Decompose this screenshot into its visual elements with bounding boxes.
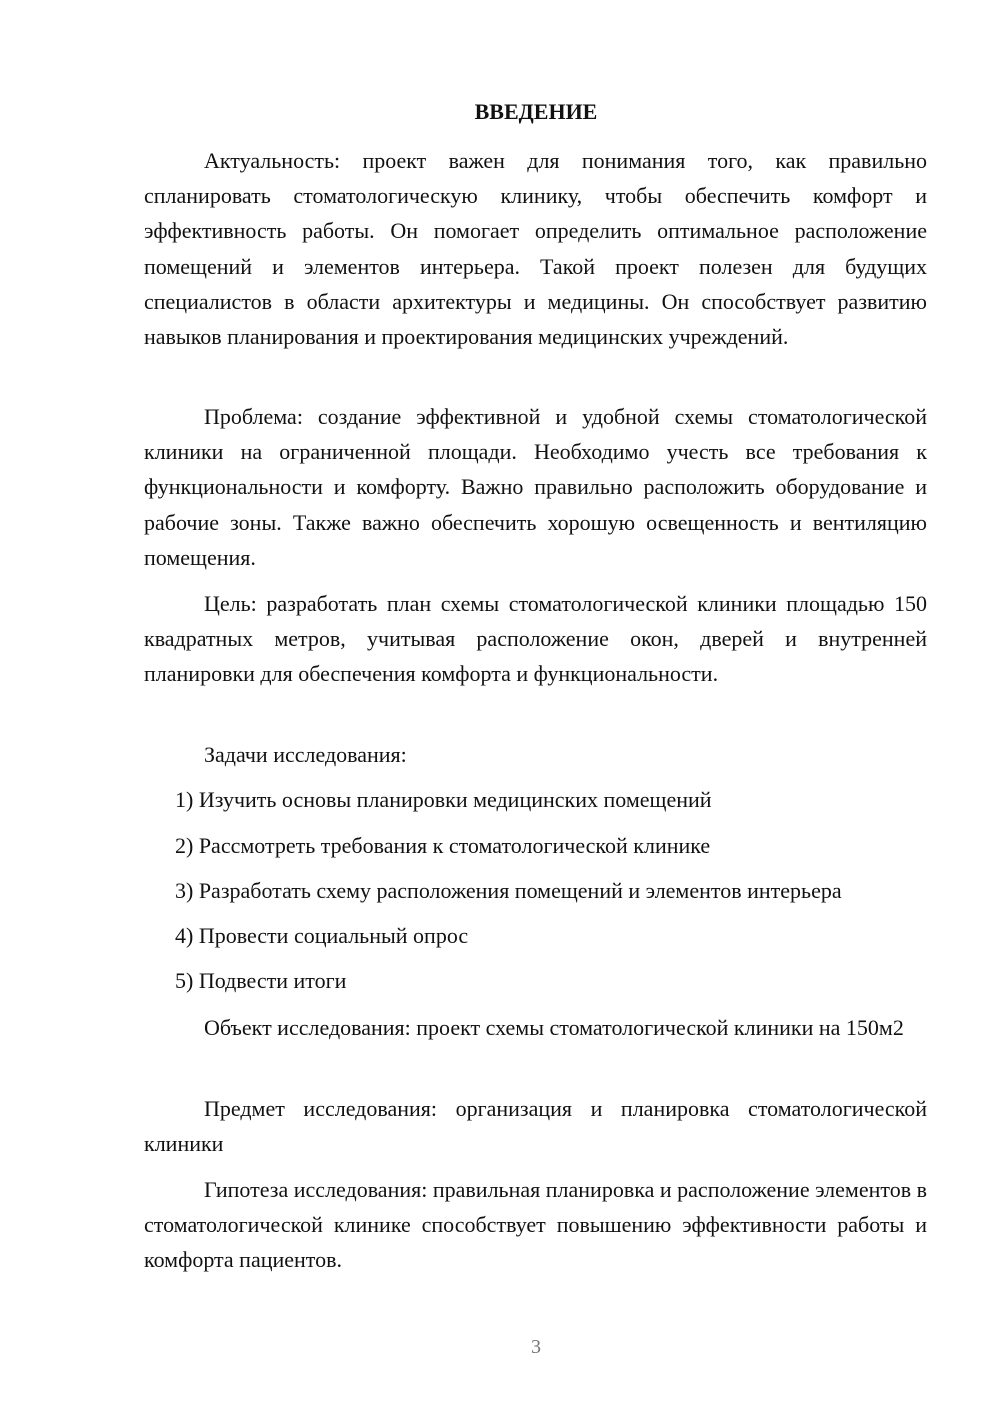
task-item: 5) Подвести итоги [175, 968, 347, 993]
page-title: ВВЕДЕНИЕ [474, 99, 598, 124]
hypothesis-paragraph: Гипотеза исследования: правильная планировка и расположение элементов в стоматологической клинике способствует повышению эффективности работы и комфорта пациентов. [144, 1177, 927, 1273]
goal-paragraph: Цель: разработать план схемы стоматологической клиники площадью 150 квадратных метров, учитывая расположение окон, дверей и внутренней планировки для обеспечения комфорта и функциональности. [144, 591, 927, 687]
task-item: 2) Рассмотреть требования к стоматологической клинике [175, 833, 711, 858]
task-item: 4) Провести социальный опрос [175, 923, 469, 948]
task-item: 1) Изучить основы планировки медицинских помещений [175, 787, 712, 812]
tasks-heading: Задачи исследования: [204, 742, 407, 767]
relevance-paragraph: Актуальность: проект важен для понимания того, как правильно спланировать стоматологическую клинику, чтобы обеспечить комфорт и эффективность работы. Он помогает определить оптимальное расположение помещений и элементов интерьера. Такой проект полезен для будущих специалистов в области архитектуры и медицины. Он способствует развитию навыков планирования и проектирования медицинских учреждений. [144, 148, 927, 350]
page-number: 3 [531, 1336, 541, 1358]
task-item: 3) Разработать схему расположения помещений и элементов интерьера [175, 878, 842, 903]
subject-paragraph: Предмет исследования: организация и планировка стоматологической клиники [144, 1096, 927, 1157]
problem-paragraph: Проблема: создание эффективной и удобной схемы стоматологической клиники на ограниченной площади. Необходимо учесть все требования к функциональности и комфорту. Важно правильно расположить оборудование и рабочие зоны. Также важно обеспечить хорошую освещенность и вентиляцию помещения. [144, 404, 927, 570]
object-paragraph: Объект исследования: проект схемы стоматологической клиники на 150м2 [204, 1015, 904, 1040]
